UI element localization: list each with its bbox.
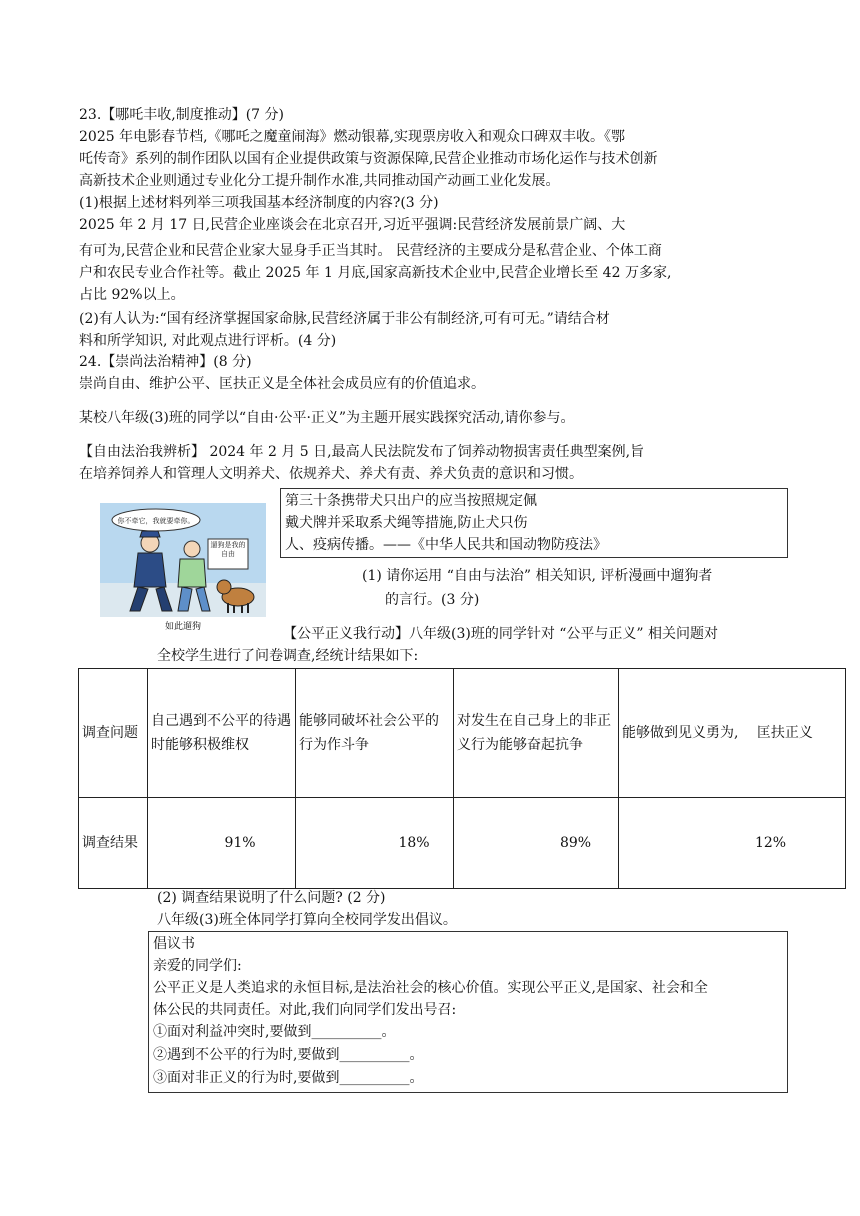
proposal-intro: 八年级(3)班全体同学打算向全校同学发出倡议。 — [157, 912, 457, 928]
q23-material2-line: 户和农民专业合作社等。截止 2025 年 1 月底,国家高新技术企业中,民营企业增长至 42 万多家, — [79, 265, 672, 281]
q24-freedom-line: 【自由法治我辨析】 2024 年 2 月 5 日,最高人民法院发布了饲养动物损害责任典型案例,旨 — [79, 444, 645, 460]
police-speech-text: 你不牵它，我就要牵你。 — [117, 517, 195, 525]
cartoon-image — [100, 503, 266, 631]
row-label: 调查问题 — [79, 669, 148, 798]
q23-material2-line: 2025 年 2 月 17 日,民营企业座谈会在北京召开,习近平强调:民营经济发展前景广阔、大 — [79, 217, 626, 233]
survey-table — [78, 668, 846, 889]
survey-result: 91% — [148, 798, 296, 889]
proposal-item: ①面对利益冲突时,要做到__________。 — [153, 1024, 396, 1040]
q24-justice-line: 【公平正义我行动】八年级(3)班的同学针对 “公平与正义” 相关问题对 — [283, 626, 719, 642]
q24-sub2: (2) 调查结果说明了什么问题? (2 分) — [157, 890, 386, 906]
row-label: 调查结果 — [79, 798, 148, 889]
man-sign-text: 遛狗是我的自由 — [210, 541, 246, 558]
survey-result: 89% — [454, 798, 619, 889]
q24-activity: 某校八年级(3)班的同学以“自由·公平·正义”为主题开展实践探究活动,请你参与。 — [79, 410, 575, 426]
q24-freedom-line: 在培养饲养人和管理人文明养犬、依规养犬、养犬有责、养犬负责的意识和习惯。 — [79, 466, 583, 482]
q23-material-line: 2025 年电影春节档,《哪吒之魔童闹海》燃动银幕,实现票房收入和观众口碑双丰收。《鄂 — [79, 129, 625, 145]
q23-sub1: (1)根据上述材料列举三项我国基本经济制度的内容?(3 分) — [79, 195, 439, 211]
survey-result: 18% — [296, 798, 454, 889]
q24-sub1: 的言行。(3 分) — [385, 592, 480, 608]
q23-title: 23.【哪吒丰收,制度推动】(7 分) — [79, 107, 284, 123]
q24-justice-line: 全校学生进行了问卷调查,经统计结果如下: — [157, 648, 419, 664]
q24-sub1: (1) 请你运用 “自由与法治” 相关知识, 评析漫画中遛狗者 — [362, 568, 713, 584]
q24-title: 24.【崇尚法治精神】(8 分) — [79, 354, 252, 370]
proposal-box — [148, 931, 788, 1093]
survey-result: 12% — [619, 798, 846, 889]
proposal-greeting: 亲爱的同学们: — [153, 958, 242, 974]
q23-material-line: 吒传奇》系列的制作团队以国有企业提供政策与资源保障,民营企业推动市场化运作与技术创新 — [79, 151, 658, 167]
q23-material-line: 高新技术企业则通过专业化分工提升制作水准,共同推动国产动画工业化发展。 — [79, 173, 560, 189]
cartoon-caption: 如此遛狗 — [164, 622, 202, 631]
law-quote-line: 戴犬牌并采取系犬绳等措施,防止犬只伤 — [285, 515, 528, 531]
law-quote-line: 人、疫病传播。——《中华人民共和国动物防疫法》 — [285, 537, 607, 553]
q23-material2-line: 占比 92%以上。 — [79, 287, 185, 303]
proposal-title: 倡议书 — [153, 936, 195, 952]
q23-material2-line: 有可为,民营企业和民营企业家大显身手正当其时。 民营经济的主要成分是私营企业、个体工商 — [79, 243, 662, 259]
table-row — [79, 798, 846, 889]
proposal-body-line: 公平正义是人类追求的永恒目标,是法治社会的核心价值。实现公平正义,是国家、社会和全 — [153, 980, 708, 996]
q24-intro: 崇尚自由、维护公平、匡扶正义是全体社会成员应有的价值追求。 — [79, 376, 485, 392]
q23-sub2: 料和所学知识, 对此观点进行评析。(4 分) — [79, 333, 337, 349]
law-quote-box — [280, 488, 788, 558]
proposal-item: ③面对非正义的行为时,要做到__________。 — [153, 1070, 424, 1086]
survey-question: 能够做到见义勇为, 匡扶正义 — [619, 669, 846, 798]
survey-question: 对发生在自己身上的非正义行为能够奋起抗争 — [454, 669, 619, 798]
table-row — [79, 669, 846, 798]
survey-question: 自己遇到不公平的待遇时能够积极维权 — [148, 669, 296, 798]
q23-sub2: (2)有人认为:“国有经济掌握国家命脉,民营经济属于非公有制经济,可有可无。”请结合材 — [79, 311, 610, 327]
survey-question: 能够同破坏社会公平的行为作斗争 — [296, 669, 454, 798]
proposal-body-line: 体公民的共同责任。对此,我们向同学们发出号召: — [153, 1002, 457, 1018]
law-quote-line: 第三十条携带犬只出户的应当按照规定佩 — [285, 493, 537, 509]
proposal-item: ②遇到不公平的行为时,要做到__________。 — [153, 1047, 424, 1063]
